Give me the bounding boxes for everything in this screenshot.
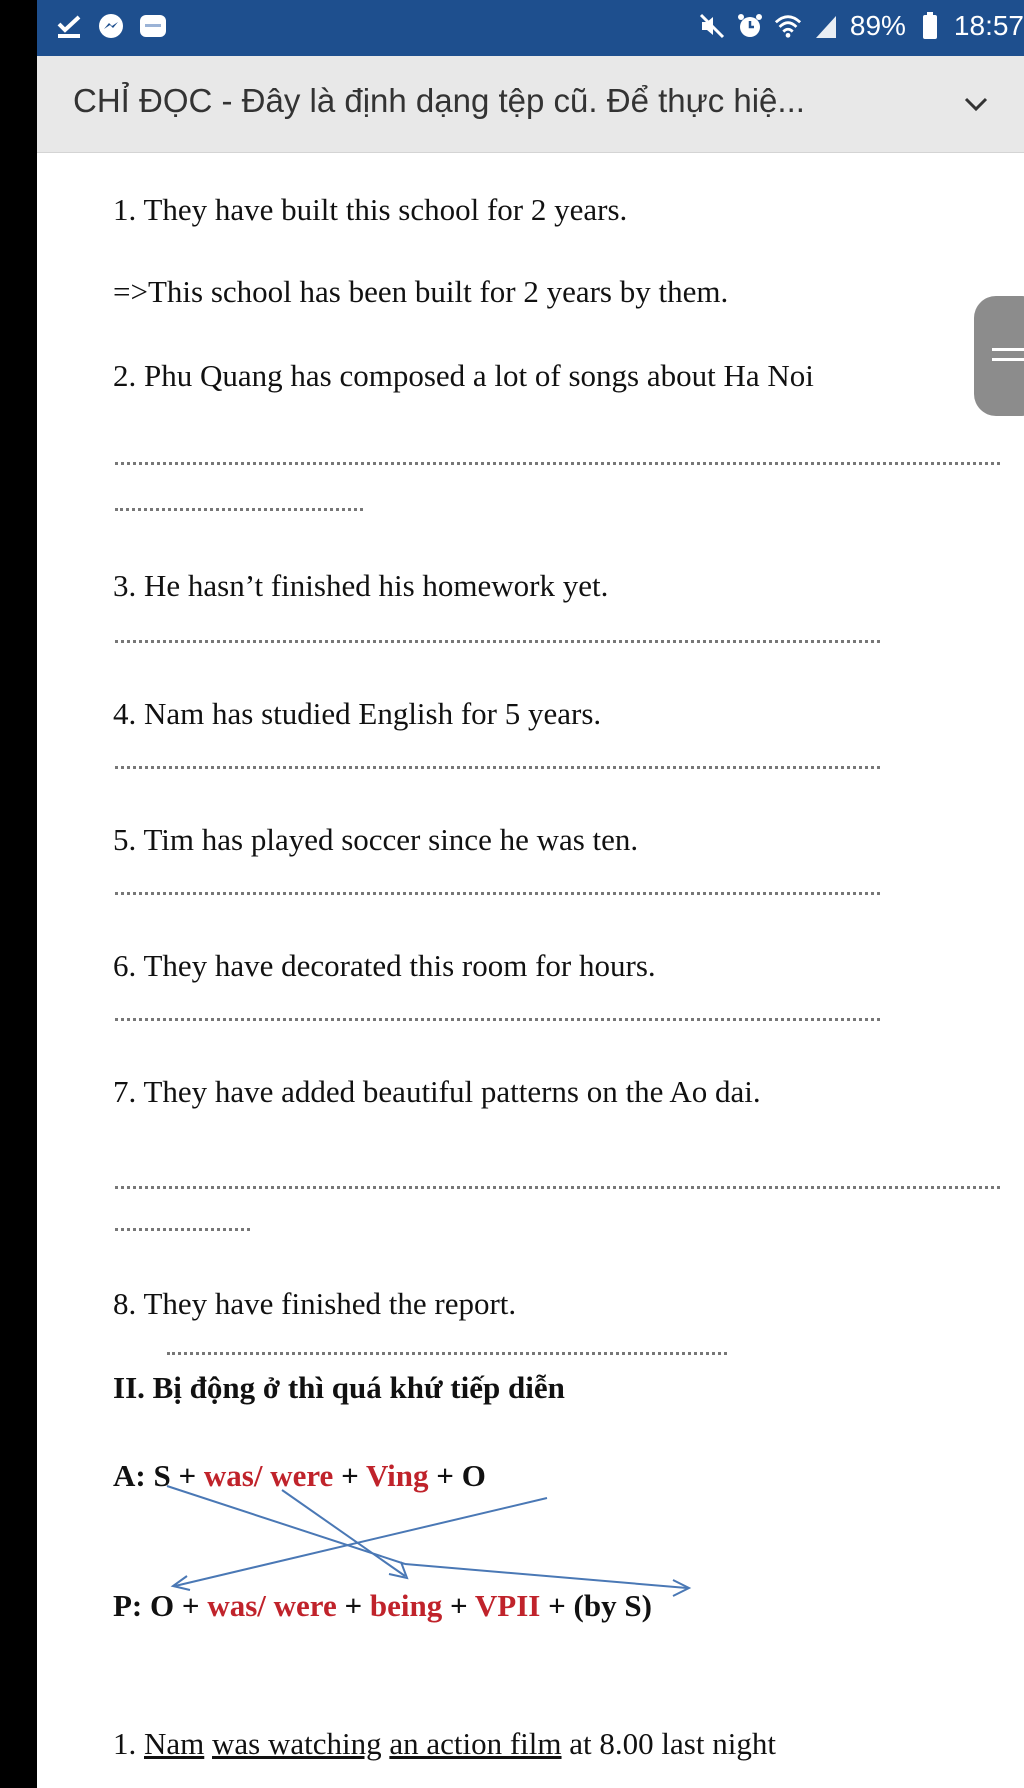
screen bbox=[37, 0, 1024, 1788]
answer-line bbox=[115, 1228, 250, 1231]
question-1: 1. They have built this school for 2 years. bbox=[113, 192, 628, 227]
zalo-icon bbox=[139, 12, 167, 40]
example-verb: was watching bbox=[212, 1726, 382, 1761]
answer-line bbox=[115, 462, 1000, 465]
example-1 bbox=[113, 1726, 776, 1762]
arrow-verb bbox=[282, 1490, 405, 1576]
active-object: O bbox=[461, 1458, 486, 1493]
passive-vpii: VPII bbox=[474, 1588, 541, 1623]
question-5: 5. Tim has played soccer since he was ten. bbox=[113, 822, 639, 857]
download-done-icon bbox=[55, 12, 83, 40]
question-7: 7. They have added beautiful patterns on the Ao dai. bbox=[113, 1074, 761, 1109]
passive-by-s: (by S) bbox=[573, 1588, 652, 1623]
document-page[interactable] bbox=[37, 152, 1024, 1788]
passive-formula bbox=[113, 1588, 652, 1624]
battery-percent: 89% bbox=[849, 10, 906, 41]
answer-line bbox=[115, 1186, 1000, 1189]
passive-label: P: bbox=[113, 1588, 143, 1623]
battery-icon bbox=[916, 12, 944, 40]
example-number: 1. bbox=[113, 1726, 137, 1761]
plus-sign: + bbox=[178, 1458, 197, 1493]
plus-sign: + bbox=[450, 1588, 468, 1623]
plus-sign: + bbox=[436, 1458, 454, 1493]
section-title: II. Bị động ở thì quá khứ tiếp diễn bbox=[113, 1370, 565, 1405]
example-subject: Nam bbox=[144, 1726, 205, 1761]
plus-sign: + bbox=[341, 1458, 359, 1493]
clock: 18:57 bbox=[953, 10, 1024, 41]
active-label: A: bbox=[113, 1458, 146, 1493]
question-8: 8. They have finished the report. bbox=[113, 1286, 517, 1321]
wifi-icon bbox=[774, 12, 802, 40]
scroll-handle[interactable] bbox=[974, 296, 1024, 416]
plus-sign: + bbox=[344, 1588, 363, 1623]
answer-line bbox=[115, 640, 880, 643]
active-was-were: was/ were bbox=[203, 1458, 334, 1493]
signal-icon bbox=[812, 12, 840, 40]
read-only-notice-bar[interactable] bbox=[37, 56, 1024, 153]
question-2: 2. Phu Quang has composed a lot of songs about Ha Noi bbox=[113, 358, 814, 393]
handle-grip-icon bbox=[992, 348, 1024, 351]
passive-being: being bbox=[369, 1588, 443, 1623]
answer-line bbox=[115, 508, 363, 511]
messenger-icon bbox=[97, 12, 125, 40]
answer-line bbox=[115, 1018, 880, 1021]
arrow-subject-to-by-s bbox=[167, 1486, 405, 1564]
chevron-down-icon[interactable] bbox=[956, 84, 996, 124]
example-rest: at 8.00 last night bbox=[569, 1726, 776, 1761]
answer-1: =>This school has been built for 2 years by them. bbox=[113, 274, 729, 309]
read-only-notice-text: CHỈ ĐỌC - Đây là định dạng tệp cũ. Để thực hiệ... bbox=[73, 82, 805, 119]
mute-icon bbox=[698, 12, 726, 40]
transformation-arrows bbox=[37, 1482, 1024, 1602]
arrow-object-to-subject bbox=[175, 1498, 547, 1586]
plus-sign: + bbox=[181, 1588, 200, 1623]
example-object: an action film bbox=[389, 1726, 562, 1761]
question-6: 6. They have decorated this room for hours. bbox=[113, 948, 656, 983]
answer-line bbox=[115, 892, 880, 895]
answer-line bbox=[167, 1352, 727, 1355]
status-bar bbox=[37, 0, 1024, 56]
question-4: 4. Nam has studied English for 5 years. bbox=[113, 696, 602, 731]
active-subject: S bbox=[153, 1458, 171, 1493]
answer-line bbox=[115, 766, 880, 769]
question-3: 3. He hasn’t finished his homework yet. bbox=[113, 568, 609, 603]
alarm-icon bbox=[736, 12, 764, 40]
passive-object: O bbox=[150, 1588, 175, 1623]
passive-was-were: was/ were bbox=[207, 1588, 337, 1623]
active-ving: Ving bbox=[365, 1458, 429, 1493]
plus-sign: + bbox=[548, 1588, 566, 1623]
